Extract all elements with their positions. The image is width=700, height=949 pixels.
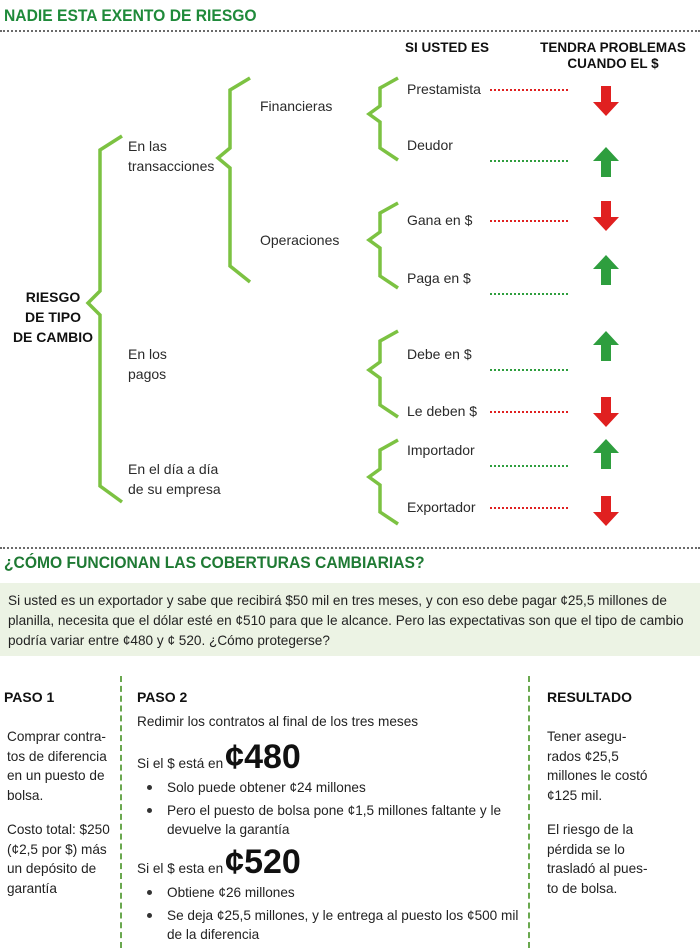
paso1-title: PASO 1 xyxy=(4,689,55,705)
case-label: Debe en $ xyxy=(407,346,472,362)
case-label: Importador xyxy=(407,442,475,458)
divider-paso2-resultado xyxy=(528,676,530,948)
branch-pagos-line2: pagos xyxy=(128,366,167,382)
branch-transacciones-line1: En las xyxy=(128,138,167,154)
paso1-text2-line: garantía xyxy=(7,880,57,896)
root-label xyxy=(8,287,98,347)
resultado-text1-line: rados ¢25,5 xyxy=(547,748,619,764)
branch-pagos xyxy=(128,344,167,384)
paso2-subtitle: Redimir los contratos al final de los tres meses xyxy=(137,714,419,729)
paso1-text1-line: bolsa. xyxy=(7,787,44,803)
root-label-line2: DE TIPO xyxy=(24,309,81,325)
branch-dia-a-dia xyxy=(128,459,221,499)
case-label: Paga en $ xyxy=(407,270,471,286)
bracket-pagos xyxy=(369,331,398,417)
scenario2-prefix: Si el $ esta en xyxy=(137,861,224,876)
scenario1-bullet: Pero el puesto de bolsa pone ¢1,5 millones faltante y le devuelve la garantía xyxy=(137,801,522,839)
bracket-transacciones xyxy=(218,78,250,282)
resultado-text2-line: to de bolsa. xyxy=(547,880,618,896)
resultado-text2-line: El riesgo de la xyxy=(547,822,634,837)
case-connector xyxy=(490,465,568,467)
section2-title: ¿CÓMO FUNCIONAN LAS COBERTURAS CAMBIARIAS? xyxy=(4,553,425,572)
col-header-problemas-line1: TENDRA PROBLEMAS xyxy=(540,40,686,55)
bracket-operaciones xyxy=(369,203,398,288)
case-label: Deudor xyxy=(407,137,453,153)
branch-transacciones xyxy=(128,136,214,176)
sub-branch-financieras: Financieras xyxy=(260,98,333,114)
case-connector xyxy=(490,89,568,91)
resultado-text2 xyxy=(547,820,648,898)
scenario2-bullet: Se deja ¢25,5 millones, y le entrega al puesto los ¢500 mil de la diferencia xyxy=(137,906,522,944)
case-connector xyxy=(490,293,568,295)
arrow-down-icon xyxy=(591,84,621,118)
scenario2-value: ¢520 xyxy=(225,843,301,881)
section2-top-divider xyxy=(0,547,700,549)
paso2-title: PASO 2 xyxy=(137,689,188,705)
bracket-financieras xyxy=(369,78,398,160)
paso1-text2-line: un depósito de xyxy=(7,861,97,876)
arrow-down-icon xyxy=(591,494,621,528)
case-connector xyxy=(490,369,568,371)
resultado-text2-line: pérdida se lo xyxy=(547,841,625,857)
intro-box xyxy=(0,583,700,656)
paso1-text1 xyxy=(7,727,107,805)
intro-text: Si usted es un exportador y sabe que recibirá $50 mil en tres meses, y con eso debe pagar ¢25,5 millones de planilla, necesita que el dólar esté en ¢510 para que le alcance. Pero las expectativas son que el tipo de cambio podría variar entre ¢480 y ¢ 520. ¿Cómo protegerse? xyxy=(8,593,684,648)
root-label-line1: RIESGO xyxy=(25,289,81,305)
scenario1-bullet: Solo puede obtener ¢24 millones xyxy=(137,778,522,797)
resultado-text1-line: ¢125 mil. xyxy=(547,787,603,803)
arrow-up-icon xyxy=(591,437,621,471)
scenario1-header xyxy=(137,738,301,777)
resultado-text1-line: millones le costó xyxy=(547,768,648,783)
case-label: Gana en $ xyxy=(407,212,473,228)
scenario2-bullets xyxy=(137,883,522,944)
paso1-text2-line: (¢2,5 por $) más xyxy=(7,841,107,857)
arrow-down-icon xyxy=(591,395,621,429)
case-label: Exportador xyxy=(407,499,476,515)
branch-dia-a-dia-line1: En el día a día xyxy=(128,461,219,477)
paso1-text1-line: tos de diferencia xyxy=(7,748,107,764)
paso1-text1-line: Comprar contra- xyxy=(7,729,106,744)
resultado-text2-line: trasladó al pues- xyxy=(547,861,648,876)
branch-dia-a-dia-line2: de su empresa xyxy=(128,481,221,497)
sub-branch-operaciones: Operaciones xyxy=(260,232,340,248)
paso1-text2 xyxy=(7,820,110,898)
resultado-title: RESULTADO xyxy=(547,689,633,705)
case-connector xyxy=(490,160,568,162)
scenario2-header xyxy=(137,843,301,882)
resultado-text1-line: Tener asegu- xyxy=(547,729,627,744)
section1-title: NADIE ESTA EXENTO DE RIESGO xyxy=(4,6,257,25)
case-connector xyxy=(490,411,568,413)
arrow-down-icon xyxy=(591,199,621,233)
scenario1-value: ¢480 xyxy=(225,738,301,776)
resultado-text1 xyxy=(547,727,648,805)
case-connector xyxy=(490,507,568,509)
bracket-dia-a-dia xyxy=(369,440,398,524)
case-label: Prestamista xyxy=(407,81,481,97)
branch-transacciones-line2: transacciones xyxy=(128,158,215,174)
root-label-line3: DE CAMBIO xyxy=(12,329,94,345)
arrow-up-icon xyxy=(591,329,621,363)
paso1-text2-line: Costo total: $250 xyxy=(7,822,110,837)
paso1-text1-line: en un puesto de xyxy=(7,768,105,783)
col-header-si-usted: SI USTED ES xyxy=(404,40,490,55)
branch-pagos-line1: En los xyxy=(128,346,167,362)
arrow-up-icon xyxy=(591,145,621,179)
scenario2-bullet: Obtiene ¢26 millones xyxy=(137,883,522,902)
divider-paso1-paso2 xyxy=(120,676,122,948)
case-connector xyxy=(490,220,568,222)
scenario1-bullets xyxy=(137,778,522,839)
arrow-up-icon xyxy=(591,253,621,287)
col-header-problemas-line2: CUANDO EL $ xyxy=(567,56,659,71)
case-label: Le deben $ xyxy=(407,403,478,419)
scenario1-prefix: Si el $ está en xyxy=(137,756,224,771)
